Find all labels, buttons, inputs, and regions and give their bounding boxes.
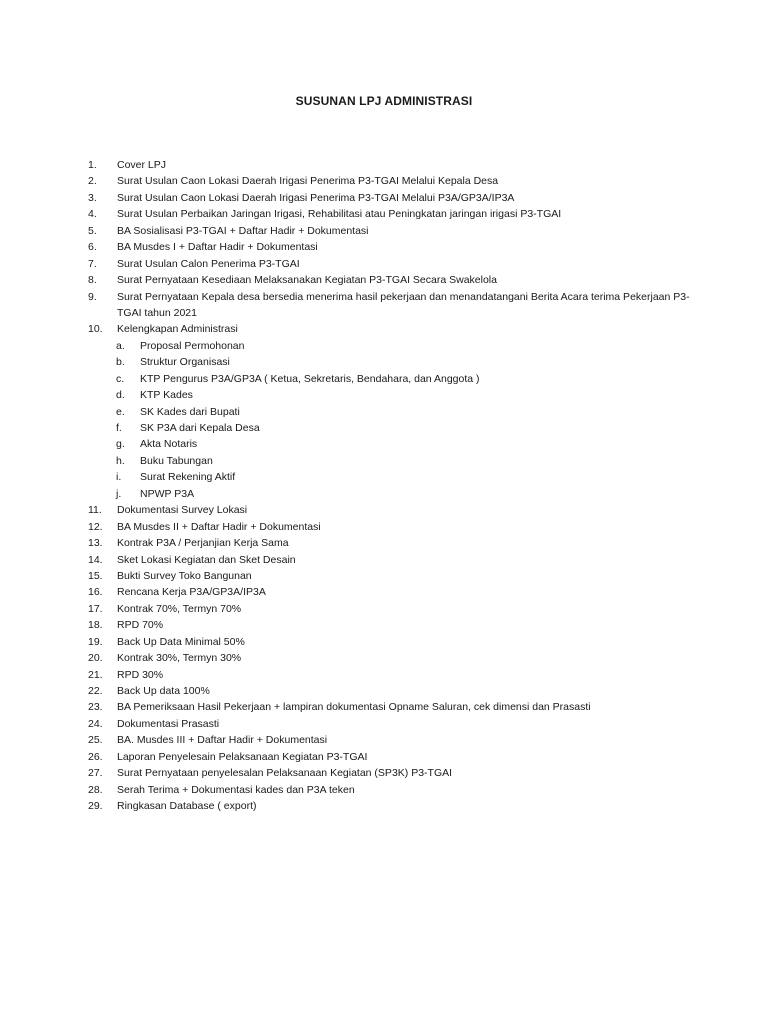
item-text: Rencana Kerja P3A/GP3A/IP3A xyxy=(117,586,266,599)
item-number: i. xyxy=(116,471,122,484)
list-item xyxy=(0,683,768,699)
item-text: Dokumentasi Prasasti xyxy=(117,717,220,730)
item-number: g. xyxy=(116,438,125,451)
sub-list-item xyxy=(0,387,768,403)
item-text: Surat Rekening Aktif xyxy=(140,471,236,484)
sub-list-item xyxy=(0,420,768,436)
sub-list-item xyxy=(0,469,768,485)
sub-list-item xyxy=(0,354,768,370)
list-item xyxy=(0,765,768,781)
item-number: a. xyxy=(116,339,125,352)
list-item xyxy=(0,732,768,748)
item-number: 29. xyxy=(88,800,103,813)
item-number: 22. xyxy=(88,685,103,697)
item-number: 13. xyxy=(88,537,103,550)
list-item xyxy=(0,519,768,535)
item-number: h. xyxy=(116,454,125,467)
item-number: 6. xyxy=(88,241,97,254)
item-text: Struktur Organisasi xyxy=(140,356,230,369)
item-text: Buku Tabungan xyxy=(140,454,213,467)
list-item xyxy=(0,206,768,222)
list-item xyxy=(0,239,768,255)
item-number: 28. xyxy=(88,783,103,796)
list-item xyxy=(0,650,768,666)
item-text: Surat Usulan Calon Penerima P3-TGAI xyxy=(117,257,300,270)
list-item xyxy=(0,190,768,206)
item-number: e. xyxy=(116,405,125,418)
item-text: Surat Pernyataan Kepala desa bersedia menerima hasil pekerjaan dan menandatangani Berita Acara terima Pekerjaan P3- xyxy=(117,290,690,303)
list-item xyxy=(0,634,768,650)
item-text: BA Musdes I + Daftar Hadir + Dokumentasi xyxy=(117,241,318,254)
item-number: 20. xyxy=(88,652,103,665)
item-text: Kelengkapan Administrasi xyxy=(117,323,238,336)
item-text: SK Kades dari Bupati xyxy=(140,405,240,418)
item-text: Kontrak 30%, Termyn 30% xyxy=(117,652,242,665)
item-text: BA Pemeriksaan Hasil Pekerjaan + lampiran dokumentasi Opname Saluran, cek dimensi dan Prasasti xyxy=(117,701,591,714)
item-number: 14. xyxy=(88,553,103,566)
list-item xyxy=(0,782,768,798)
list-item xyxy=(0,173,768,189)
item-text: Bukti Survey Toko Bangunan xyxy=(117,569,252,582)
item-number: 3. xyxy=(88,191,97,204)
list-item xyxy=(0,256,768,272)
item-number: 12. xyxy=(88,520,103,533)
list-item xyxy=(0,223,768,239)
item-number: j. xyxy=(116,487,122,500)
item-text: RPD 30% xyxy=(117,668,164,681)
item-number: 18. xyxy=(88,619,103,632)
list-item xyxy=(0,699,768,715)
sub-list-item xyxy=(0,453,768,469)
list-item xyxy=(0,157,768,173)
item-text: Laporan Penyelesain Pelaksanaan Kegiatan P3-TGAI xyxy=(117,750,368,763)
list-item xyxy=(0,584,768,600)
item-text: NPWP P3A xyxy=(140,487,195,500)
item-number: 23. xyxy=(88,701,103,714)
item-number: 8. xyxy=(88,274,97,287)
item-text: Surat Pernyataan penyelesalan Pelaksanaan Kegiatan (SP3K) P3-TGAI xyxy=(117,767,453,780)
item-number: 21. xyxy=(88,668,103,681)
sub-list-item xyxy=(0,338,768,354)
item-number: 24. xyxy=(88,717,103,730)
list-item xyxy=(0,749,768,765)
list-item xyxy=(0,568,768,584)
item-number: d. xyxy=(116,389,125,402)
item-text: Sket Lokasi Kegiatan dan Sket Desain xyxy=(117,553,296,566)
item-text: Surat Pernyataan Kesediaan Melaksanakan Kegiatan P3-TGAI Secara Swakelola xyxy=(117,274,497,287)
list-item xyxy=(0,502,768,518)
item-number: 11. xyxy=(88,504,102,517)
item-text: Back Up Data Minimal 50% xyxy=(117,635,245,648)
item-text: Back Up data 100% xyxy=(117,685,210,697)
lpj-list xyxy=(0,157,768,815)
item-text: BA. Musdes III + Daftar Hadir + Dokumentasi xyxy=(117,734,328,747)
item-text: KTP Pengurus P3A/GP3A ( Ketua, Sekretaris, Bendahara, dan Anggota ) xyxy=(140,372,480,385)
item-number: 10. xyxy=(88,323,103,336)
item-text: Kontrak 70%, Termyn 70% xyxy=(117,602,242,615)
item-number: 9. xyxy=(88,290,97,303)
item-text: Dokumentasi Survey Lokasi xyxy=(117,504,248,517)
list-item xyxy=(0,617,768,633)
item-text: Akta Notaris xyxy=(140,438,198,451)
list-item xyxy=(0,716,768,732)
item-number: b. xyxy=(116,356,125,369)
item-text: Cover LPJ xyxy=(117,159,167,171)
item-number: 7. xyxy=(88,257,97,270)
list-item xyxy=(0,272,768,288)
item-text: RPD 70% xyxy=(117,619,164,632)
item-number: 16. xyxy=(88,586,103,599)
item-text: Surat Usulan Caon Lokasi Daerah Irigasi Penerima P3-TGAI Melalui P3A/GP3A/IP3A xyxy=(117,191,515,204)
item-number: 4. xyxy=(88,208,97,221)
item-number: 17. xyxy=(88,602,103,615)
item-text: TGAI tahun 2021 xyxy=(117,306,197,319)
item-text: Serah Terima + Dokumentasi kades dan P3A teken xyxy=(117,783,355,796)
list-item xyxy=(0,289,768,305)
sub-list-item xyxy=(0,436,768,452)
item-number: 1. xyxy=(88,159,97,171)
item-number: f. xyxy=(116,422,122,434)
list-item xyxy=(0,321,768,337)
item-number: 5. xyxy=(88,224,97,237)
item-number: 19. xyxy=(88,635,103,648)
item-text: SK P3A dari Kepala Desa xyxy=(140,422,260,434)
item-text: Ringkasan Database ( export) xyxy=(117,800,257,813)
item-number: 25. xyxy=(88,734,103,747)
document-title: SUSUNAN LPJ ADMINISTRASI xyxy=(295,94,473,108)
item-text: Surat Usulan Perbaikan Jaringan Irigasi, Rehabilitasi atau Peningkatan jaringan irigasi P3-TGAI xyxy=(117,208,562,221)
item-number: 15. xyxy=(88,569,103,582)
list-item xyxy=(0,601,768,617)
item-number: 26. xyxy=(88,750,103,763)
sub-list-item xyxy=(0,404,768,420)
list-item xyxy=(0,535,768,551)
item-text: KTP Kades xyxy=(140,389,193,402)
item-number: 27. xyxy=(88,767,103,780)
sub-list-item xyxy=(0,486,768,502)
item-text: BA Musdes II + Daftar Hadir + Dokumentasi xyxy=(117,520,321,533)
list-item-continuation xyxy=(0,305,768,321)
item-text: Proposal Permohonan xyxy=(140,339,245,352)
sub-list-item xyxy=(0,371,768,387)
list-item xyxy=(0,667,768,683)
item-text: BA Sosialisasi P3-TGAI + Daftar Hadir + Dokumentasi xyxy=(117,224,369,237)
list-item xyxy=(0,552,768,568)
item-text: Kontrak P3A / Perjanjian Kerja Sama xyxy=(117,537,289,550)
item-number: c. xyxy=(116,372,125,385)
item-text: Surat Usulan Caon Lokasi Daerah Irigasi Penerima P3-TGAI Melalui Kepala Desa xyxy=(117,175,499,188)
item-number: 2. xyxy=(88,175,97,188)
list-item xyxy=(0,798,768,814)
